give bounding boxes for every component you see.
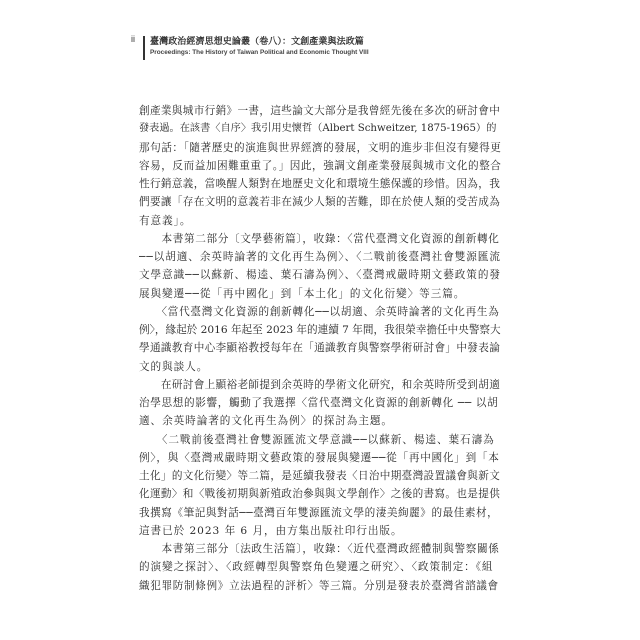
page-number: ii — [131, 34, 135, 44]
text-line: 本書第三部分〔法政生活篇〕，收錄：〈近代臺灣政經體制與警察關係 — [139, 543, 500, 555]
text-line: 們要讓「存在文明的意義若非在減少人類的苦難，即在於使人類的受苦成為 — [139, 196, 501, 209]
paragraph — [139, 540, 501, 595]
text-line: 學通識教育中心李顯裕教授每年在「通識教育與警察學術研討會」中發表論 — [139, 342, 501, 355]
text-line: 〈當代臺灣文化資源的創新轉化──以胡適、余英時論著的文化再生為 — [139, 305, 500, 318]
header-divider — [143, 36, 145, 60]
text-line: 化運動〉和〈戰後初期與新殖政治參與與文學創作〉之後的書寫。也是提供 — [139, 488, 501, 501]
text-line: 土化」的文化衍變〉等二篇，是延續我發表〈日治中期臺灣設置議會與新文 — [139, 470, 501, 482]
text-line: 的演變之探討〉、〈政經轉型與警察角色變遷之研究〉、〈政策制定：《組 — [139, 561, 494, 574]
book-title: 臺灣政治經濟思想史論叢（卷八）：文創產業與法政篇 — [150, 37, 364, 47]
text-line: 例〉，與〈臺灣戒嚴時期文藝政策的發展與變遷──從「再中國化」到「本 — [139, 451, 500, 464]
paragraph — [139, 376, 501, 431]
running-header — [131, 22, 531, 62]
text-line: 容易，反而益加困難重重了。」因此，強調文創產業發展與城市文化的整合 — [139, 159, 501, 172]
book-subtitle: Proceedings: The History of Taiwan Political and Economic Thought VIII — [150, 49, 369, 56]
text-line: 本書第二部分〔文學藝術篇〕，收錄：〈當代臺灣文化資源的創新轉化 — [139, 232, 500, 245]
text-line: 創產業與城市行銷》一書，這些論文大部分是我曾經先後在多次的研討會中 — [139, 105, 501, 117]
text-line: 適、余英時論著的文化再生為例〉的探討為主題。 — [139, 415, 393, 428]
text-line: 有意義」。 — [139, 214, 192, 227]
text-line: 我撰寫《筆記與對話──臺灣百年雙源匯流文學的淒美絢麗》的最佳素材， — [139, 506, 499, 519]
text-line: 例〉，緣起於 2016 年起至 2023 年的連續 7 年間，我很榮幸擔任中央警察大 — [139, 324, 501, 336]
text-line: 這書已於 2023 年 6 月，由方集出版社印行出版。 — [139, 524, 403, 537]
text-line: 性行銷意義，當喚醒人類對在地歷史文化和環境生態保護的珍惜。因為，我 — [139, 178, 501, 190]
text-line: ──以胡適、余英時論著的文化再生為例〉、〈二戰前後臺灣社會雙源匯流 — [139, 251, 501, 263]
text-line: 展與變遷──從「再中國化」到「本土化」的文化衍變〉等三篇。 — [139, 287, 466, 300]
paragraph — [139, 303, 501, 376]
page-body — [139, 102, 501, 595]
text-line: 織犯罪防制條例》立法過程的評析〉等三篇。分別是發表於臺灣省諮議會 — [139, 579, 499, 592]
text-line: 發表過。在該書〈自序〉我引用史懷哲（Albert Schweitzer, 1875-1965）的 — [139, 123, 497, 135]
text-line: 文學意識──以蘇新、楊逵、葉石濤為例〉、〈臺灣戒嚴時期文藝政策的發 — [139, 269, 501, 282]
paragraph — [139, 230, 501, 303]
paragraph — [139, 431, 501, 541]
paragraph — [139, 102, 501, 230]
text-line: 那句話：「隨著歷史的演進與世界經濟的發展，文明的進步非但沒有變得更 — [139, 141, 501, 154]
text-line: 文的與談人。 — [139, 360, 209, 373]
text-line: 治學思想的影響，觸動了我選擇〈當代臺灣文化資源的創新轉化 ── 以胡 — [139, 397, 499, 409]
text-line: 在研討會上顯裕老師提到余英時的學術文化研究，和余英時所受到胡適 — [139, 378, 501, 391]
text-line: 〈二戰前後臺灣社會雙源匯流文學意識──以蘇新、楊逵、葉石濤為 — [139, 433, 495, 446]
